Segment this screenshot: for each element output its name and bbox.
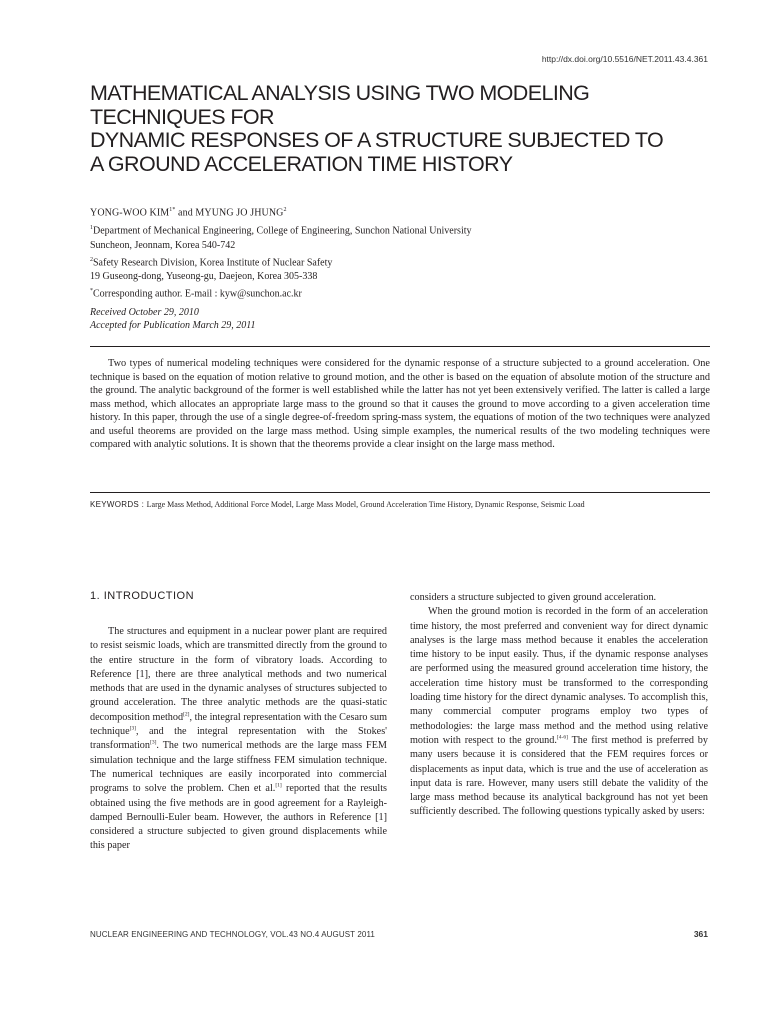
citation-mark: [2] — [183, 711, 190, 718]
body-paragraph — [90, 625, 387, 854]
author-affil-mark: 1* — [169, 207, 176, 213]
citation-mark: [3] — [149, 739, 157, 746]
affiliation-line — [90, 253, 472, 271]
accepted-date: Accepted for Publication March 29, 2011 — [90, 320, 256, 331]
section-heading: 1. INTRODUCTION — [90, 590, 195, 602]
affiliation-line: 19 Guseong-dong, Yuseong-gu, Daejeon, Korea 305-338 — [90, 271, 318, 283]
citation-mark: [1] — [275, 782, 282, 789]
corresponding-text: Corresponding author. E-mail : kyw@sunchon.ac.kr — [93, 288, 302, 300]
body-text: . The two numerical methods are the large mass FEM simulation technique and the large stiffness FEM simulation technique. The numerical techniques are easily incorporated into commercial programs to solve the problem. Chen et al. — [90, 740, 387, 795]
left-column — [90, 625, 387, 854]
author-name: MYUNG JO JHUNG — [195, 207, 284, 219]
body-text: The first method is preferred by many users because it is considered that the FEM requires forces or displacements as input data, which is true and the use of acceleration as input data is rare. However, many users still debate the validity of the large mass method because its analytical background has not yet been sufficiently described. The following questions typically asked by users: — [410, 734, 708, 818]
author-connector: and — [175, 207, 196, 219]
keywords-label: KEYWORDS : — [90, 500, 147, 509]
keywords — [90, 500, 585, 509]
abstract: Two types of numerical modeling techniques were considered for the dynamic response of a structure subjected to a ground acceleration. One technique is based on the equation of motion relative to ground motion, and the other is based on the equation of absolute motion of the structure and the ground. The analytic background of the former is well established while the latter has not yet been extensively verified. The latter is called a large mass method, which allocates an appropriate large mass to the ground so that it causes the ground to move according to a given acceleration time history. In this paper, through the use of a single degree-of-freedom spring-mass system, the equations of motion of the two techniques were analyzed and useful theorems are provided on the large mass method. Using simple examples, the numerical results of the two modeling techniques were compared with analytic solutions. It is shown that the theorems provide a clear insight on the large mass method. — [90, 358, 710, 450]
body-text: , and the integral representation with the Stokes' transformation — [90, 726, 387, 752]
citation-mark: [3] — [129, 725, 137, 732]
corr-mark: * — [90, 288, 93, 295]
title-line: A GROUND ACCELERATION TIME HISTORY — [90, 151, 513, 176]
doi-link[interactable]: http://dx.doi.org/10.5516/NET.2011.43.4.361 — [541, 54, 708, 64]
body-paragraph: considers a structure subjected to given ground acceleration. — [410, 592, 657, 603]
body-paragraph — [410, 605, 708, 819]
article-dates — [90, 306, 256, 332]
title-line: TECHNIQUES FOR — [90, 104, 274, 129]
author-affil-mark: 2 — [283, 207, 287, 213]
body-text: , the integral representation with the Cesaro sum technique — [90, 711, 387, 738]
affiliation-line: Suncheon, Jeonnam, Korea 540-742 — [90, 239, 236, 251]
author-list — [90, 207, 287, 218]
abstract-top-rule — [90, 346, 710, 347]
footer-journal: NUCLEAR ENGINEERING AND TECHNOLOGY, VOL.43 NO.4 AUGUST 2011 — [90, 930, 375, 939]
abstract-bottom-rule — [90, 492, 710, 493]
page-number: 361 — [693, 929, 708, 939]
affiliation-line — [90, 221, 472, 239]
right-column — [410, 591, 708, 820]
affiliations — [90, 221, 472, 302]
corresponding-author — [90, 284, 472, 302]
citation-mark: [4-6] — [556, 734, 568, 741]
received-date: Received October 29, 2010 — [90, 307, 199, 318]
paper-title — [90, 82, 730, 176]
affil-mark: 2 — [90, 256, 93, 263]
keywords-text: Large Mass Method, Additional Force Model, Large Mass Model, Ground Acceleration Time History, Dynamic Response, Seismic Load — [146, 500, 585, 509]
body-text: When the ground motion is recorded in the form of an acceleration time history, the most preferred and convenient way for direct dynamic analyses is the large mass method because it enables the acceleration time history to be input easily. Thus, if the dynamic response analyses are performed using the measured ground acceleration time history, the acceleration time history must be transformed to the corresponding loading time history for the direct dynamic analyses. To accomplish this, many commercial computer programs employ two types of methodologies: the large mass method and the method using relative motion with respect to the ground. — [410, 606, 708, 746]
body-text: reported that the results obtained using the five methods are in good agreement for a Rayleigh-damped Bernoulli-Euler beam. However, the authors in Reference [1] considered a structure subjected to given ground displacements while this paper — [90, 783, 387, 852]
affiliation-text: Department of Mechanical Engineering, College of Engineering, Sunchon National University — [93, 225, 472, 237]
title-line: MATHEMATICAL ANALYSIS USING TWO MODELING — [90, 81, 590, 105]
affiliation-text: Safety Research Division, Korea Institute of Nuclear Safety — [93, 257, 333, 269]
body-text: The structures and equipment in a nuclear power plant are required to resist seismic loads, which are transmitted directly from the ground to the entire structure in the form of vibratory loads. According to Reference [1], there are three analytical methods and two numerical methods that are used in the dynamic analyses of structures subjected to ground acceleration. The three analytic methods are the quasi-static decomposition method — [90, 626, 387, 723]
title-line: DYNAMIC RESPONSES OF A STRUCTURE SUBJECTED TO — [90, 128, 664, 152]
author-name: YONG-WOO KIM — [90, 207, 170, 219]
affil-mark: 1 — [90, 225, 93, 231]
